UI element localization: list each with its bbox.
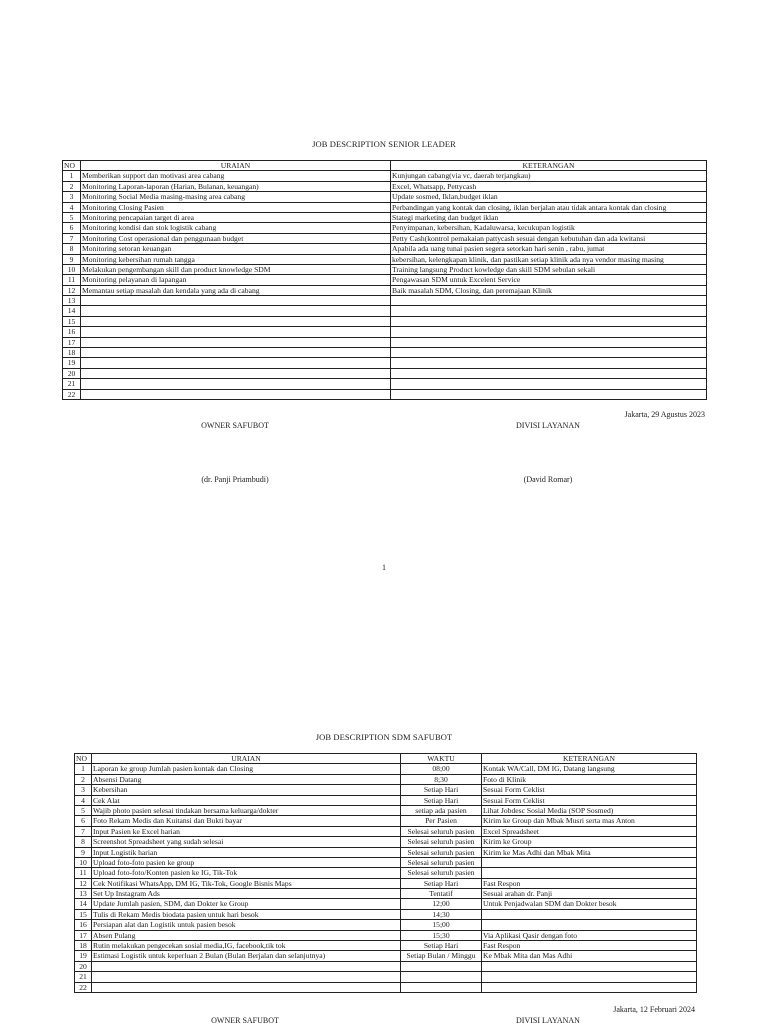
cell-keterangan: Kirim ke Group dan Mbak Musri serta mas Anton: [482, 816, 697, 826]
cell-no: 20: [75, 961, 92, 971]
table-row: [63, 254, 707, 264]
table-row: [75, 878, 697, 888]
cell-keterangan: Kunjungan cabang(via vc, daerah terjangkau): [391, 171, 707, 181]
table-row: [75, 972, 697, 982]
cell-keterangan: [391, 368, 707, 378]
table-row: [63, 181, 707, 191]
cell-no: 17: [63, 337, 81, 347]
cell-no: 6: [63, 223, 81, 233]
cell-no: 17: [75, 930, 92, 940]
cell-uraian: [81, 316, 391, 326]
cell-no: 10: [75, 857, 92, 867]
table-row: [75, 826, 697, 836]
cell-no: 3: [75, 785, 92, 795]
cell-keterangan: [391, 389, 707, 399]
table-row: [75, 805, 697, 815]
cell-keterangan: [391, 296, 707, 306]
cell-no: 12: [63, 285, 81, 295]
cell-no: 16: [63, 327, 81, 337]
cell-waktu: [401, 982, 482, 992]
cell-waktu: Selesai seluruh pasien: [401, 837, 482, 847]
cell-uraian: [81, 379, 391, 389]
doc2-title: JOB DESCRIPTION SDM SAFUBOT: [315, 732, 453, 742]
cell-keterangan: Ke Mbak Mita dan Mas Adhi: [482, 951, 697, 961]
cell-uraian: Tulis di Rekam Medis biodata pasien untuk hari besok: [92, 909, 401, 919]
cell-keterangan: [482, 920, 697, 930]
cell-no: 16: [75, 920, 92, 930]
cell-keterangan: [482, 982, 697, 992]
cell-uraian: [81, 337, 391, 347]
cell-no: 1: [63, 171, 81, 181]
table-row: [63, 327, 707, 337]
cell-uraian: Input Pasien ke Excel harian: [92, 826, 401, 836]
cell-keterangan: [391, 358, 707, 368]
cell-no: 9: [63, 254, 81, 264]
cell-keterangan: Kirim ke Group: [482, 837, 697, 847]
table-row: [75, 920, 697, 930]
cell-waktu: Setiap Bulan / Minggu: [401, 951, 482, 961]
cell-uraian: Cek Notifikasi WhatsApp, DM IG, Tik-Tok, Google Bisnis Maps: [92, 878, 401, 888]
table-header-row: [63, 161, 707, 171]
table-row: [63, 306, 707, 316]
cell-waktu: 15;00: [401, 920, 482, 930]
cell-uraian: [81, 368, 391, 378]
cell-keterangan: Kirim ke Mas Adhi dan Mbak Mita: [482, 847, 697, 857]
table-row: [63, 285, 707, 295]
cell-no: 4: [63, 202, 81, 212]
doc1-sign-right-name: (David Romar): [523, 475, 573, 484]
cell-waktu: Setiap Hari: [401, 795, 482, 805]
cell-keterangan: Update sosmed, Iklan,budget iklan: [391, 192, 707, 202]
table-row: [63, 202, 707, 212]
cell-keterangan: Excel Spreadsheet: [482, 826, 697, 836]
cell-keterangan: [482, 868, 697, 878]
cell-no: 7: [63, 233, 81, 243]
cell-no: 14: [75, 899, 92, 909]
cell-keterangan: Sesuai Form Ceklist: [482, 795, 697, 805]
cell-no: 15: [63, 316, 81, 326]
cell-keterangan: Pengawasan SDM untuk Excelent Service: [391, 275, 707, 285]
cell-uraian: Monitoring Social Media masing-masing area cabang: [81, 192, 391, 202]
cell-uraian: Estimasi Logistik untuk keperluan 2 Bulan (Bulan Berjalan dan selanjutnya): [92, 951, 401, 961]
cell-uraian: Input Logistik harian: [92, 847, 401, 857]
cell-keterangan: [482, 857, 697, 867]
cell-keterangan: [391, 316, 707, 326]
cell-uraian: Monitoring Cost operasional dan penggunaan budget: [81, 233, 391, 243]
table-row: [75, 857, 697, 867]
cell-uraian: Screenshot Spreadsheet yang sudah selesai: [92, 837, 401, 847]
cell-keterangan: Lihat Jobdesc Sosial Media (SOP Sosmed): [482, 805, 697, 815]
cell-waktu: Selesai seluruh pasien: [401, 826, 482, 836]
cell-no: 10: [63, 264, 81, 274]
cell-uraian: Monitoring kondisi dan stok logistik cabang: [81, 223, 391, 233]
table-header-row: [75, 754, 697, 764]
sdm-table: [74, 753, 697, 993]
cell-no: 12: [75, 878, 92, 888]
cell-no: 22: [63, 389, 81, 399]
cell-uraian: Monitoring pencapaian target di area: [81, 212, 391, 222]
cell-waktu: Selesai seluruh pasien: [401, 857, 482, 867]
header-uraian: URAIAN: [81, 161, 391, 171]
table-row: [75, 961, 697, 971]
cell-uraian: Monitoring Closing Pasien: [81, 202, 391, 212]
cell-keterangan: Untuk Penjadwalan SDM dan Dokter besok: [482, 899, 697, 909]
cell-waktu: Setiap Hari: [401, 878, 482, 888]
cell-no: 5: [63, 212, 81, 222]
cell-uraian: [81, 327, 391, 337]
cell-no: 8: [75, 837, 92, 847]
cell-waktu: 08;00: [401, 764, 482, 774]
table-row: [75, 785, 697, 795]
doc1-sign-right-role: DIVISI LAYANAN: [516, 421, 580, 430]
cell-no: 14: [63, 306, 81, 316]
table-row: [63, 296, 707, 306]
cell-uraian: Monitoring setoran keuangan: [81, 244, 391, 254]
cell-uraian: Upload foto-foto/Konten pasien ke IG, Tik-Tok: [92, 868, 401, 878]
header-no: NO: [75, 754, 92, 764]
cell-keterangan: Kontak WA/Call, DM IG, Datang langsung: [482, 764, 697, 774]
cell-uraian: Laporan ke group Jumlah pasien kontak dan Closing: [92, 764, 401, 774]
doc1-sign-left-name: (dr. Panji Priambudi): [201, 475, 269, 484]
cell-no: 18: [75, 941, 92, 951]
cell-no: 21: [63, 379, 81, 389]
cell-uraian: [81, 296, 391, 306]
cell-keterangan: [482, 909, 697, 919]
cell-uraian: Absensi Datang: [92, 774, 401, 784]
table-row: [75, 868, 697, 878]
cell-uraian: [81, 389, 391, 399]
cell-no: 22: [75, 982, 92, 992]
senior-leader-table: [62, 160, 707, 400]
cell-uraian: Update Jumlah pasien, SDM, dan Dokter ke Group: [92, 899, 401, 909]
cell-waktu: [401, 972, 482, 982]
cell-uraian: Memantau setiap masalah dan kendala yang ada di cabang: [81, 285, 391, 295]
cell-uraian: Persiapan alat dan Logistik untuk pasien besok: [92, 920, 401, 930]
cell-keterangan: [391, 348, 707, 358]
table-row: [75, 847, 697, 857]
cell-keterangan: [482, 961, 697, 971]
table-row: [63, 233, 707, 243]
table-row: [63, 192, 707, 202]
cell-keterangan: Apabila ada uang tunai pasien segera setorkan hari senin , rabu, jumat: [391, 244, 707, 254]
cell-waktu: Tentatif: [401, 889, 482, 899]
cell-keterangan: kebersihan, kelengkapan klinik, dan pastikan setiap klinik ada nya vendor masing masing: [391, 254, 707, 264]
cell-no: 1: [75, 764, 92, 774]
cell-waktu: 15;30: [401, 930, 482, 940]
cell-uraian: Monitoring pelayanan di lapangan: [81, 275, 391, 285]
cell-uraian: Cek Alat: [92, 795, 401, 805]
cell-uraian: Absen Pulang: [92, 930, 401, 940]
table-row: [75, 837, 697, 847]
table-row: [75, 909, 697, 919]
cell-uraian: Set Up Instagram Ads: [92, 889, 401, 899]
table-row: [63, 171, 707, 181]
doc2-date: Jakarta, 12 Februari 2024: [613, 1005, 695, 1014]
table-row: [75, 930, 697, 940]
cell-uraian: [81, 348, 391, 358]
cell-waktu: Per Pasien: [401, 816, 482, 826]
cell-uraian: Monitoring Laporan-laporan (Harian, Bulanan, keuangan): [81, 181, 391, 191]
cell-keterangan: [482, 972, 697, 982]
cell-no: 6: [75, 816, 92, 826]
cell-no: 3: [63, 192, 81, 202]
header-waktu: WAKTU: [401, 754, 482, 764]
cell-keterangan: Sesuai Form Ceklist: [482, 785, 697, 795]
table-row: [63, 337, 707, 347]
cell-waktu: Setiap Hari: [401, 785, 482, 795]
cell-uraian: Memberikan support dan motivasi area cabang: [81, 171, 391, 181]
table-row: [63, 264, 707, 274]
cell-keterangan: Baik masalah SDM, Closing, dan peremajaan Klinik: [391, 285, 707, 295]
header-keterangan: KETERANGAN: [482, 754, 697, 764]
cell-waktu: Setiap Hari: [401, 941, 482, 951]
cell-keterangan: Fast Respon: [482, 878, 697, 888]
doc2-sign-right-role: DIVISI LAYANAN: [516, 1016, 580, 1025]
header-no: NO: [63, 161, 81, 171]
cell-no: 2: [75, 774, 92, 784]
cell-no: 19: [63, 358, 81, 368]
cell-no: 4: [75, 795, 92, 805]
cell-keterangan: Stategi marketing dan budget iklan: [391, 212, 707, 222]
cell-keterangan: Perbandingan yang kontak dan closing, iklan berjalan atau tidak antara kontak dan closing: [391, 202, 707, 212]
cell-uraian: [81, 358, 391, 368]
doc1-date: Jakarta, 29 Agustus 2023: [624, 410, 705, 419]
cell-uraian: [81, 306, 391, 316]
cell-no: 2: [63, 181, 81, 191]
cell-no: 20: [63, 368, 81, 378]
cell-no: 18: [63, 348, 81, 358]
table-row: [75, 774, 697, 784]
cell-uraian: Wajib photo pasien selesai tindakan bersama keluarga/dokter: [92, 805, 401, 815]
cell-no: 5: [75, 805, 92, 815]
cell-waktu: Selesai seluruh pasien: [401, 847, 482, 857]
cell-no: 13: [63, 296, 81, 306]
cell-uraian: [92, 972, 401, 982]
table-row: [75, 982, 697, 992]
header-keterangan: KETERANGAN: [391, 161, 707, 171]
table-row: [75, 816, 697, 826]
table-row: [75, 764, 697, 774]
cell-waktu: 12;00: [401, 899, 482, 909]
table-row: [63, 348, 707, 358]
cell-no: 21: [75, 972, 92, 982]
cell-keterangan: [391, 379, 707, 389]
table-row: [75, 889, 697, 899]
page-number: 1: [382, 563, 386, 572]
cell-keterangan: Fast Respon: [482, 941, 697, 951]
table-row: [63, 389, 707, 399]
cell-no: 11: [75, 868, 92, 878]
table-row: [63, 358, 707, 368]
cell-waktu: setiap ada pasien: [401, 805, 482, 815]
doc1-title: JOB DESCRIPTION SENIOR LEADER: [312, 139, 456, 149]
cell-keterangan: Sesuai arahan dr. Panji: [482, 889, 697, 899]
cell-uraian: Kebersihan: [92, 785, 401, 795]
table-row: [63, 212, 707, 222]
cell-uraian: Rutin melakukan pengecekan sosial media,IG, facebook,tik tok: [92, 941, 401, 951]
cell-uraian: [92, 982, 401, 992]
cell-keterangan: Penyimpanan, kebersihan, Kadaluwarsa, kecukupan logistik: [391, 223, 707, 233]
table-row: [75, 795, 697, 805]
cell-waktu: Selesai seluruh pasien: [401, 868, 482, 878]
cell-uraian: [92, 961, 401, 971]
cell-keterangan: [391, 327, 707, 337]
cell-uraian: Foto Rekam Medis dan Kuitansi dan Bukti bayar: [92, 816, 401, 826]
table-row: [63, 368, 707, 378]
cell-uraian: Upload foto-foto pasien ke group: [92, 857, 401, 867]
cell-keterangan: Foto di Klinik: [482, 774, 697, 784]
cell-keterangan: [391, 306, 707, 316]
cell-no: 8: [63, 244, 81, 254]
header-uraian: URAIAN: [92, 754, 401, 764]
cell-uraian: Melakukan pengembangan skill dan product knowledge SDM: [81, 264, 391, 274]
cell-keterangan: Training langsung Product kowledge dan skill SDM sebulan sekali: [391, 264, 707, 274]
table-row: [75, 899, 697, 909]
table-row: [63, 316, 707, 326]
table-row: [75, 941, 697, 951]
cell-keterangan: Via Aplikasi Qasir dengan foto: [482, 930, 697, 940]
cell-no: 15: [75, 909, 92, 919]
cell-keterangan: [391, 337, 707, 347]
cell-no: 7: [75, 826, 92, 836]
cell-keterangan: Excel, Whatsapp, Pettycash: [391, 181, 707, 191]
cell-uraian: Monitoring kebersihan rumah tangga: [81, 254, 391, 264]
cell-waktu: [401, 961, 482, 971]
cell-waktu: 8;30: [401, 774, 482, 784]
table-row: [75, 951, 697, 961]
table-row: [63, 223, 707, 233]
cell-waktu: 14;30: [401, 909, 482, 919]
cell-keterangan: Petty Cash(kontrol pemakaian pattycash sesuai dengan kebutuhan dan ada kwitansi: [391, 233, 707, 243]
table-row: [63, 244, 707, 254]
cell-no: 19: [75, 951, 92, 961]
doc1-sign-left-role: OWNER SAFUBOT: [201, 421, 269, 430]
cell-no: 11: [63, 275, 81, 285]
doc2-sign-left-role: OWNER SAFUBOT: [211, 1016, 279, 1025]
cell-no: 9: [75, 847, 92, 857]
table-row: [63, 275, 707, 285]
table-row: [63, 379, 707, 389]
cell-no: 13: [75, 889, 92, 899]
